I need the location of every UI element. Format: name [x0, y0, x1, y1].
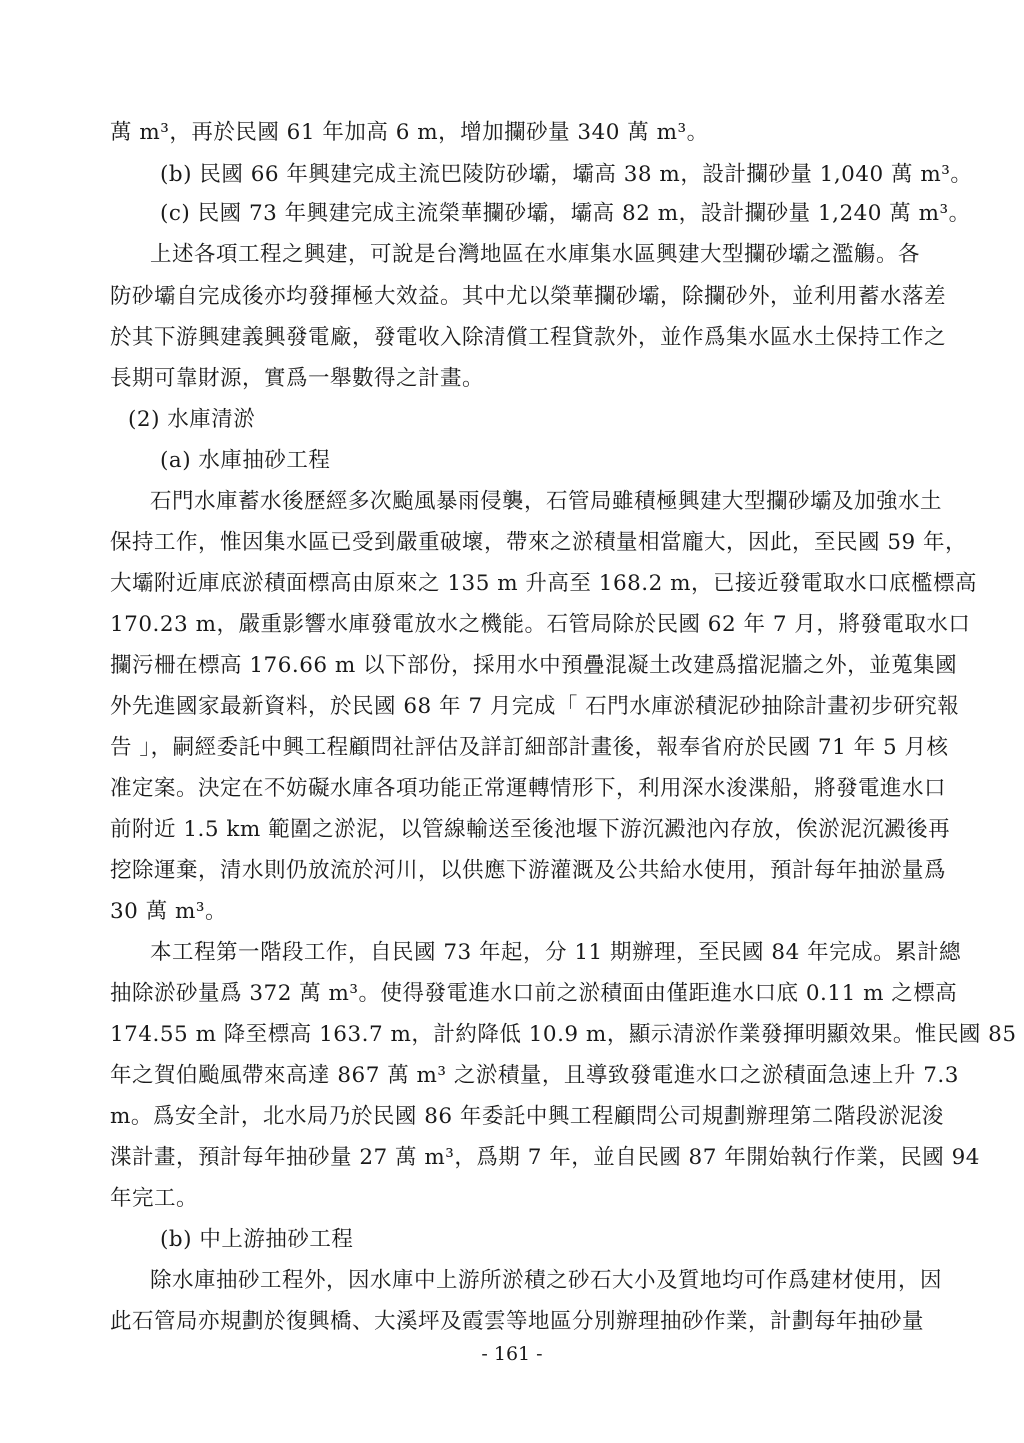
- text-line: 前附近 1.5 km 範圍之淤泥，以管線輸送至後池堰下游沉澱池內存放，俟淤泥沉澱後再: [110, 817, 951, 842]
- text-line: 本工程第一階段工作，自民國 73 年起，分 11 期辦理，至民國 84 年完成。累計總: [150, 940, 962, 965]
- section-heading: (2) 水庫清淤: [128, 407, 256, 432]
- text-line: 174.55 m 降至標高 163.7 m，計約降低 10.9 m，顯示清淤作業發揮明顯效果。惟民國 85: [110, 1022, 1017, 1047]
- text-line: 外先進國家最新資料，於民國 68 年 7 月完成「 石門水庫淤積泥砂抽除計畫初步研究報: [110, 694, 960, 719]
- text-line: 保持工作，惟因集水區已受到嚴重破壞，帶來之淤積量相當龐大，因此，至民國 59 年，: [110, 530, 968, 555]
- text-line: 准定案。決定在不妨礙水庫各項功能正常運轉情形下，利用深水浚渫船，將發電進水口: [110, 776, 947, 801]
- text-line: 上述各項工程之興建，可說是台灣地區在水庫集水區興建大型攔砂壩之濫觴。各: [150, 242, 921, 267]
- page-number: - 161 -: [481, 1343, 543, 1365]
- list-item-c: (c) 民國 73 年興建完成主流榮華攔砂壩，壩高 82 m，設計攔砂量 1,240 萬 m³。: [160, 201, 971, 226]
- text-line: 告 」，嗣經委託中興工程顧問社評估及詳訂細部計畫後，報奉省府於民國 71 年 5 月核: [110, 735, 949, 760]
- text-line: 攔污柵在標高 176.66 m 以下部份，採用水中預疊混凝土改建爲擋泥牆之外，並蒐集國: [110, 653, 958, 678]
- text-line: m。爲安全計，北水局乃於民國 86 年委託中興工程顧問公司規劃辦理第二階段淤泥浚: [110, 1104, 944, 1129]
- text-line: 石門水庫蓄水後歷經多次颱風暴雨侵襲，石管局雖積極興建大型攔砂壩及加強水土: [150, 489, 943, 514]
- text-line: 抽除淤砂量爲 372 萬 m³。使得發電進水口前之淤積面由僅距進水口底 0.11 m 之標高: [110, 981, 958, 1006]
- text-line: 防砂壩自完成後亦均發揮極大效益。其中尤以榮華攔砂壩，除攔砂外，並利用蓄水落差: [110, 284, 947, 309]
- text-line: 170.23 m，嚴重影響水庫發電放水之機能。石管局除於民國 62 年 7 月，將發電取水口: [110, 612, 971, 637]
- text-line: 挖除運棄，清水則仍放流於河川，以供應下游灌溉及公共給水使用，預計每年抽淤量爲: [110, 858, 947, 883]
- text-line: 年完工。: [110, 1186, 199, 1211]
- text-line: 大壩附近庫底淤積面標高由原來之 135 m 升高至 168.2 m，已接近發電取水口底檻標高: [110, 571, 978, 596]
- text-line: 除水庫抽砂工程外，因水庫中上游所淤積之砂石大小及質地均可作爲建材使用，因: [150, 1268, 943, 1293]
- text-line: 於其下游興建義興發電廠，發電收入除清償工程貸款外，並作爲集水區水土保持工作之: [110, 325, 947, 350]
- list-item-b: (b) 民國 66 年興建完成主流巴陵防砂壩，壩高 38 m，設計攔砂量 1,040 萬 m³。: [160, 162, 973, 187]
- subsection-heading: (a) 水庫抽砂工程: [160, 448, 331, 473]
- text-line: 渫計畫，預計每年抽砂量 27 萬 m³，爲期 7 年，並自民國 87 年開始執行作業，民國 94: [110, 1145, 980, 1170]
- text-line: 此石管局亦規劃於復興橋、大溪坪及霞雲等地區分別辦理抽砂作業，計劃每年抽砂量: [110, 1309, 925, 1334]
- text-line: 年之賀伯颱風帶來高達 867 萬 m³ 之淤積量，且導致發電進水口之淤積面急速上升 7.3: [110, 1063, 959, 1088]
- text-line: 長期可靠財源，實爲一舉數得之計畫。: [110, 366, 485, 391]
- text-line: 30 萬 m³。: [110, 899, 228, 924]
- subsection-heading: (b) 中上游抽砂工程: [160, 1227, 354, 1252]
- text-line: 萬 m³，再於民國 61 年加高 6 m，增加攔砂量 340 萬 m³。: [110, 120, 709, 145]
